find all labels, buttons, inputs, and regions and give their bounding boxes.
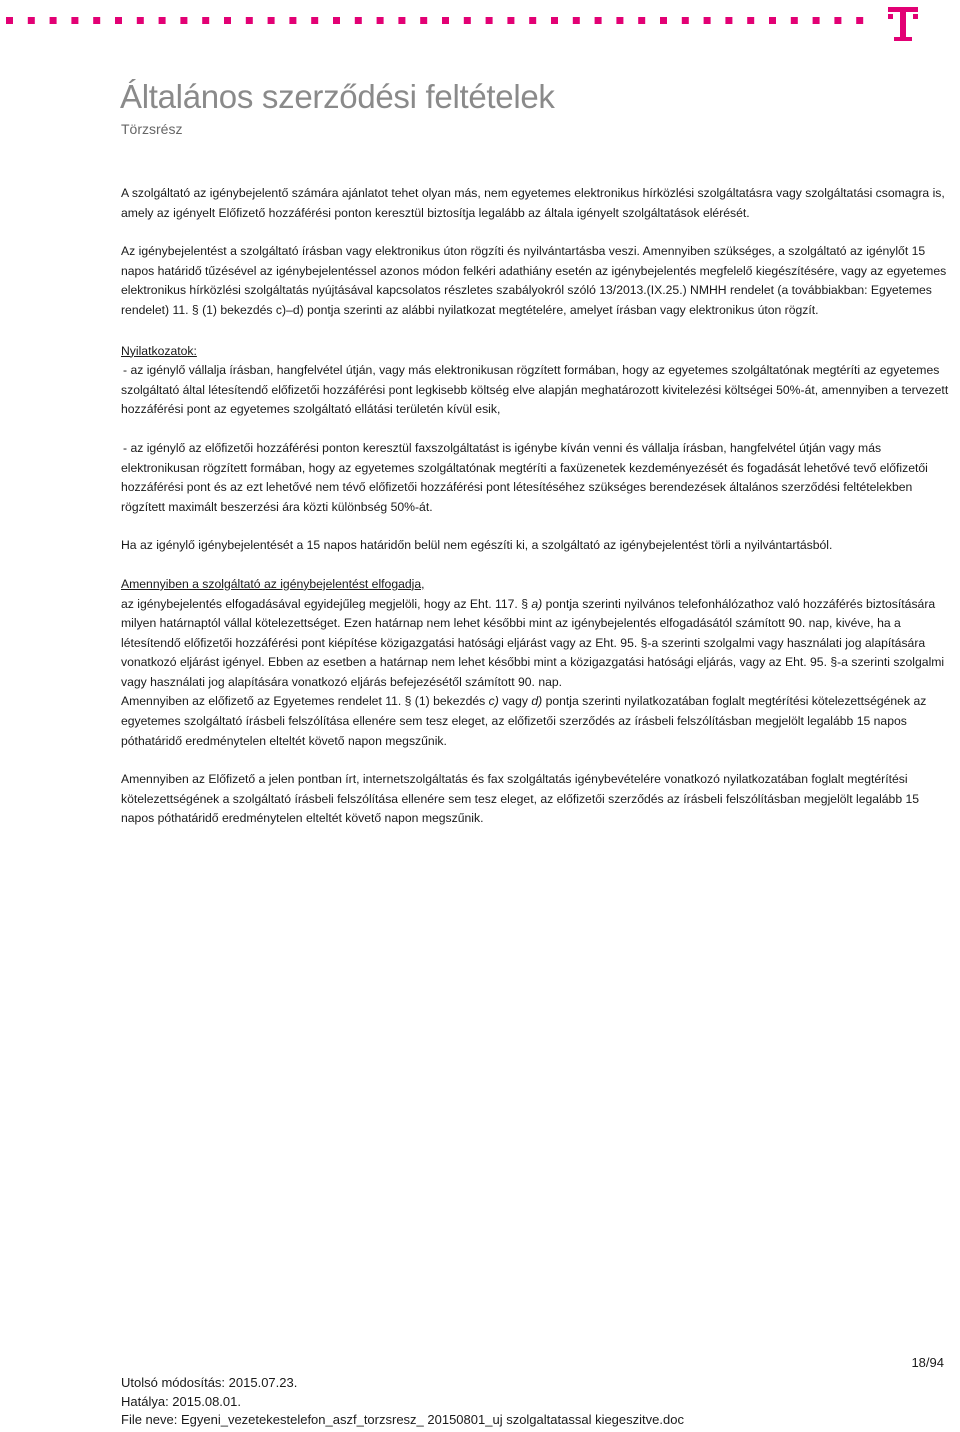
paragraph-deletion: Ha az igénylő igénybejelentését a 15 napos határidőn belül nem egészíti ki, a szolgáltató az igénybejelentést törli a nyilvántartásból. [121,538,833,553]
paragraph-offer: A szolgáltató az igénybejelentő számára ajánlatot tehet olyan más, nem egyetemes elektronikus hírközlési szolgáltatásra vagy szolgáltatási csomagra is, amely az igényelt Előfizető hozzáférési ponton keresztül biztosítja legalább az általa igényelt szolgáltatások elérését. [121,186,945,220]
brand-dot [791,17,798,24]
brand-dot [660,17,667,24]
termination-text-or: vagy [498,694,532,709]
brand-dot [856,17,863,24]
document-title: Általános szerződési feltételek [120,78,555,115]
acceptance-text-end: pontja szerinti nyilvános telefonhálózathoz való hozzáférés biztosítására milyen határnaptól vállal kötelezettséget. Ezen határnap nem lehet későbbi mint az igénybejelentés elfogadásától számított 90. nap, kivéve, ha a létesítendő előfizetői hozzáférési pont kiépítése közigazgatási hatósági eljárást vagy az Eht. 95. §-a szerinti szolgalmi vagy használati jog alapítására vonatkozó eljárást igényel. Ebben az esetben a határnap nem lehet későbbi mint a közigazgatási hatósági eljárás, vagy az Eht. 95. §-a szerinti szolgalmi vagy használati jog alapítására vonatkozó eljárás befejezésétől számított 90. nap. [121,596,945,689]
brand-dot [595,17,602,24]
brand-dot [50,17,57,24]
termination-point-d: d) [531,694,543,709]
brand-dot [442,17,449,24]
paragraph-acceptance [121,595,951,693]
brand-dot [377,17,384,24]
paragraph-termination-internet-fax: Amennyiben az Előfizető a jelen pontban írt, internetszolgáltatás és fax szolgáltatás igénybevételére vonatkozó nyilatkozatában foglalt megtérítési kötelezettségének a szolgáltató írásbeli felszólítása ellenére sem tesz eleget, az előfizetői szerződés az írásbeli felszólításban megjelölt legalább 15 napos póthatáridő eredménytelen elteltét követő napon megszűnik. [121,772,920,826]
brand-dot [616,17,623,24]
termination-text-start: Amennyiben az előfizető az Egyetemes rendelet 11. § (1) bekezdés [121,694,489,709]
termination-text-end: pontja szerinti nyilatkozatában foglalt megtérítési kötelezettségének az egyetemes szolgáltató írásbeli felszólítása ellenére sem tesz eleget, az előfizetői szerződés az írásbeli felszólításban megjelölt legalább 15 napos póthatáridő eredménytelen elteltét követő napon megszűnik. [121,694,927,748]
brand-dot [159,17,166,24]
footer-last-modified: Utolsó módosítás: 2015.07.23. [121,1375,298,1390]
acceptance-point-a: a) [531,596,543,611]
footer-file-name: File neve: Egyeni_vezetekestelefon_aszf_torzsresz_ 20150801_uj szolgaltatassal kiegeszitve.doc [121,1412,684,1427]
document-body [121,184,951,829]
brand-dot [638,17,645,24]
brand-dot [202,17,209,24]
section-heading-nyilatkozatok: Nyilatkozatok: [121,343,197,358]
brand-dot [268,17,275,24]
brand-dot [224,17,231,24]
acceptance-text-start: az igénybejelentés elfogadásával egyidejűleg megjelöli, hogy az Eht. 117. § [121,596,532,611]
brand-dot [311,17,318,24]
brand-dot [180,17,187,24]
list-item-fax-commitment: - az igénylő az előfizetői hozzáférési ponton keresztül faxszolgáltatást is igénybe kíván venni és vállalja írásban, hangfelvétel útján vagy más elektronikusan rögzített formában, hogy az egyetemes szolgáltatónak megtéríti a faxüzenetek kezdeményezését és fogadását lehetővé tevő előfizetői hozzáférési pont és az ezt lehetővé nem tévő előfizetői hozzáférési pont létesítéséhez szükséges berendezések általános szerződési feltételekben rögzített maximált beszerzési ára közti különbség 50%-át. [121,440,928,514]
brand-dot [398,17,405,24]
paragraph-registration: Az igénybejelentést a szolgáltató írásban vagy elektronikus úton rögzíti és nyilvántartásba veszi. Amennyiben szükséges, a szolgáltató az igénylőt 15 napos határidő tűzésével az igénybejelentéssel azonos módon felkéri adathiány esetén az igénybejelentés megfelelő kiegészítésére, vagy az egyetemes elektronikus hírközlési szolgáltatás nyújtásával kapcsolatos részletes szabályokról szóló 13/2013.(IX.25.) NMHH rendelet (a továbbiakban: Egyetemes rendelet) 11. § (1) bekezdés c)–d) pontja szerinti az alábbi nyilatkozat megtételére, amelyet írásban vagy elektronikus úton rögzít. [121,244,947,317]
brand-dot [355,17,362,24]
list-item-cost-commitment: - az igénylő vállalja írásban, hangfelvétel útján, vagy más elektronikusan rögzített formában, hogy az egyetemes szolgáltatónak megtéríti az egyetemes szolgáltató által létesítendő előfizetői hozzáférési pont legkisebb költség elve alapján meghatározott kivitelezési költségei 50%-át, amennyiben a tervezett hozzáférési pont az egyetemes szolgáltató ellátási területén kívül esik, [121,363,949,417]
brand-dot [28,17,35,24]
brand-dot [769,17,776,24]
brand-dot [289,17,296,24]
brand-dot [420,17,427,24]
telekom-t-icon [888,6,918,42]
brand-dot [573,17,580,24]
brand-dot [93,17,100,24]
brand-dot [333,17,340,24]
document-footer [121,1374,684,1430]
brand-dot [464,17,471,24]
page-number: 18/94 [911,1355,944,1370]
brand-dot [551,17,558,24]
paragraph-termination-subscriber [121,692,951,751]
brand-dot [747,17,754,24]
brand-dot [246,17,253,24]
footer-effective-date: Hatálya: 2015.08.01. [121,1393,241,1409]
section-heading-elfogadja: Amennyiben a szolgáltató az igénybejelentést elfogadja, [121,576,425,591]
document-subtitle: Törzsrész [121,121,183,137]
termination-point-c: c) [488,694,499,709]
brand-dot [71,17,78,24]
brand-dot [834,17,841,24]
brand-dot [6,17,13,24]
brand-dot-row [4,17,874,25]
brand-dot [529,17,536,24]
brand-dot [725,17,732,24]
brand-dot [137,17,144,24]
brand-dot [507,17,514,24]
brand-dot [682,17,689,24]
brand-dot [486,17,493,24]
brand-dot [813,17,820,24]
brand-dot [704,17,711,24]
brand-dot [115,17,122,24]
